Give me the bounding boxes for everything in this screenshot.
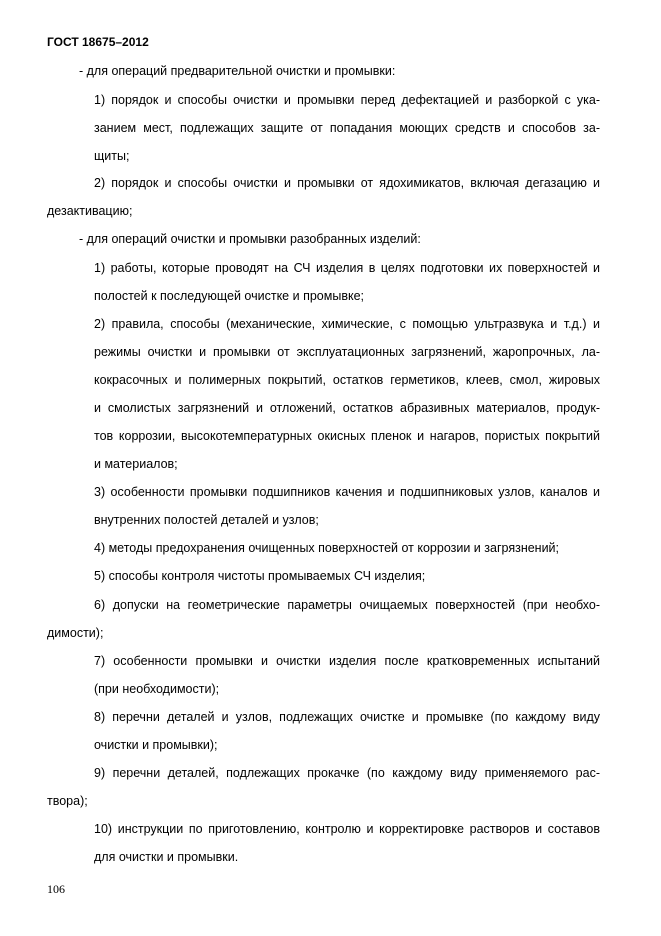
text-line: занием мест, подлежащих защите от попадания моющих средств и способов за- <box>94 121 600 135</box>
text-line: дезактивацию; <box>47 204 133 218</box>
text-line: очистки и промывки); <box>94 738 218 752</box>
text-line: 6) допуски на геометрические параметры очищаемых поверхностей (при необхо- <box>94 598 600 612</box>
text-line: кокрасочных и полимерных покрытий, остатков герметиков, клеев, смол, жировых <box>94 373 600 387</box>
text-line: и материалов; <box>94 457 178 471</box>
page-number: 106 <box>47 882 65 896</box>
text-line: 8) перечни деталей и узлов, подлежащих очистке и промывке (по каждому виду <box>94 710 600 724</box>
text-line: 1) работы, которые проводят на СЧ изделия в целях подготовки их поверхностей и <box>94 261 600 275</box>
text-line: тов коррозии, высокотемпературных окисных пленок и нагаров, пористых покрытий <box>94 429 600 443</box>
text-line: (при необходимости); <box>94 682 220 696</box>
document-code: ГОСТ 18675–2012 <box>47 35 149 49</box>
text-line: - для операций очистки и промывки разобранных изделий: <box>79 232 421 246</box>
text-line: 1) порядок и способы очистки и промывки перед дефектацией и разборкой с ука- <box>94 93 600 107</box>
text-line: и смолистых загрязнений и отложений, остатков абразивных материалов, продук- <box>94 401 600 415</box>
text-line: 10) инструкции по приготовлению, контролю и корректировке растворов и составов <box>94 822 600 836</box>
text-line: 2) правила, способы (механические, химические, с помощью ультразвука и т.д.) и <box>94 317 600 331</box>
text-line: 2) порядок и способы очистки и промывки от ядохимикатов, включая дегазацию и <box>94 176 600 190</box>
text-line: 3) особенности промывки подшипников качения и подшипниковых узлов, каналов и <box>94 485 600 499</box>
text-line: 4) методы предохранения очищенных поверхностей от коррозии и загрязнений; <box>94 541 560 555</box>
text-line: для очистки и промывки. <box>94 850 239 864</box>
text-line: 9) перечни деталей, подлежащих прокачке (по каждому виду применяемого рас- <box>94 766 600 780</box>
text-line: димости); <box>47 626 104 640</box>
text-line: щиты; <box>94 149 130 163</box>
text-line: режимы очистки и промывки от эксплуатационных загрязнений, жаропрочных, ла- <box>94 345 600 359</box>
text-line: - для операций предварительной очистки и промывки: <box>79 64 396 78</box>
text-line: 5) способы контроля чистоты промываемых СЧ изделия; <box>94 569 426 583</box>
text-line: 7) особенности промывки и очистки изделия после кратковременных испытаний <box>94 654 600 668</box>
text-line: внутренних полостей деталей и узлов; <box>94 513 319 527</box>
text-line: полостей к последующей очистке и промывке; <box>94 289 364 303</box>
text-line: твора); <box>47 794 88 808</box>
